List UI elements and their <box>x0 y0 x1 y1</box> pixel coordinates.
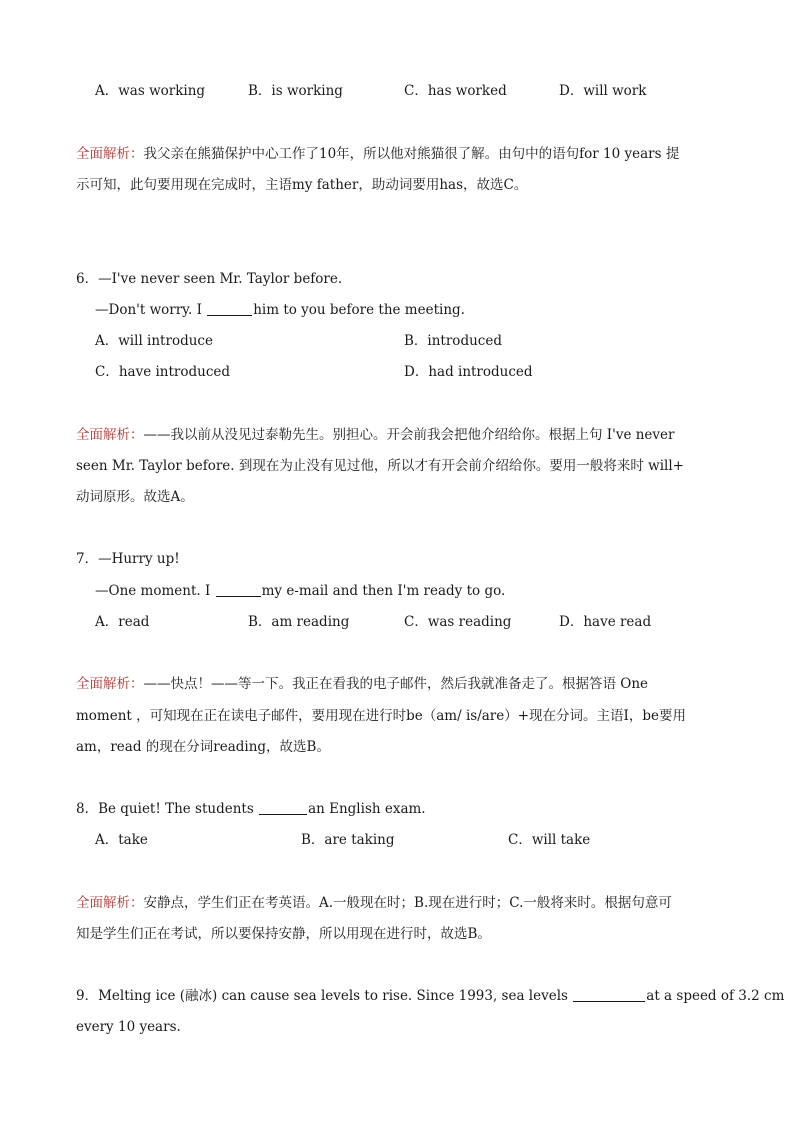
q9-question-line-1: 9．Melting ice (融冰) can cause sea levels to rise. Since 1993, sea levels at a speed of 3.2 cm <box>76 988 785 1004</box>
analysis-label: 全面解析： <box>76 676 144 692</box>
q6-response: —Don't worry. I him to you before the meeting. <box>95 302 465 318</box>
q7-analysis-text-1: ——快点！——等一下。我正在看我的电子邮件，然后我就准备走了。根据答语 One <box>143 676 649 692</box>
analysis-label: 全面解析： <box>76 895 144 911</box>
q9-question-line-2: every 10 years. <box>76 1019 181 1035</box>
q6-option-d: D．had introduced <box>404 364 533 380</box>
q6-analysis-line-2: seen Mr. Taylor before. 到现在为止没有见过他，所以才有开会前介绍给你。要用一般将来时 will+ <box>76 458 684 474</box>
q5-analysis-line-1 <box>76 144 679 164</box>
q5-option-d: D．will work <box>559 83 647 99</box>
q8-option-c: C．will take <box>508 832 591 848</box>
answer-blank <box>573 987 645 1002</box>
answer-blank <box>207 301 252 316</box>
q6-analysis-line-1 <box>76 425 675 445</box>
q7-option-b: B．am reading <box>248 614 350 630</box>
q8-analysis-line-2: 知是学生们正在考试，所以要保持安静，所以用现在进行时，故选B。 <box>76 926 491 942</box>
q7-analysis-line-3: am，read 的现在分词reading，故选B。 <box>76 739 330 755</box>
q6-analysis-text-1: ——我以前从没见过泰勒先生。别担心。开会前我会把他介绍给你。根据上句 I've never <box>143 427 675 443</box>
q7-question: 7．—Hurry up! <box>76 551 180 567</box>
q6-option-b: B．introduced <box>404 333 502 349</box>
q8-question: 8．Be quiet! The students an English exam. <box>76 801 426 817</box>
q6-analysis-line-3: 动词原形。故选A。 <box>76 489 194 505</box>
q5-option-a: A．was working <box>95 83 206 99</box>
q8-option-a: A．take <box>95 832 148 848</box>
analysis-label: 全面解析： <box>76 427 144 443</box>
q5-analysis-line-2: 示可知，此句要用现在完成时，主语my father，助动词要用has，故选C。 <box>76 177 528 193</box>
q8-analysis-text-1: 安静点，学生们正在考英语。A.一般现在时；B.现在进行时；C.一般将来时。根据句意可 <box>143 895 672 911</box>
q6-option-c: C．have introduced <box>95 364 231 380</box>
q7-option-d: D．have read <box>559 614 652 630</box>
analysis-label: 全面解析： <box>76 146 144 162</box>
q7-option-c: C．was reading <box>404 614 512 630</box>
q6-option-a: A．will introduce <box>95 333 213 349</box>
q7-response: —One moment. I my e-mail and then I'm ready to go. <box>95 583 506 599</box>
q8-option-b: B．are taking <box>301 832 395 848</box>
q7-analysis-line-2: moment ，可知现在正在读电子邮件，要用现在进行时be（am/ is/are）+现在分词。主语I，be要用 <box>76 708 687 724</box>
q5-analysis-text-1: 我父亲在熊猫保护中心工作了10年，所以他对熊猫很了解。由句中的语句for 10 years 提 <box>143 146 680 162</box>
answer-blank <box>259 800 307 815</box>
q8-analysis-line-1 <box>76 893 672 913</box>
q5-option-b: B．is working <box>248 83 343 99</box>
q5-option-c: C．has worked <box>404 83 507 99</box>
answer-blank <box>216 582 261 597</box>
q7-analysis-line-1 <box>76 674 648 694</box>
q7-option-a: A．read <box>95 614 150 630</box>
q6-question: 6．—I've never seen Mr. Taylor before. <box>76 271 343 287</box>
